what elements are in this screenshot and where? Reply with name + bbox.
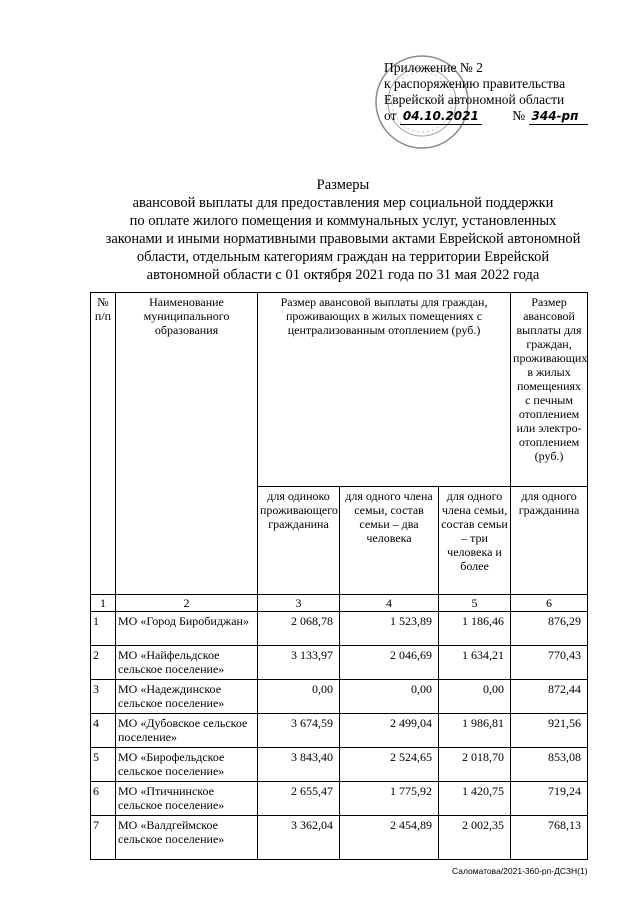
row-value-stove: 876,29 — [511, 612, 588, 646]
row-value-single: 2 655,47 — [258, 782, 340, 816]
title-line: области, отдельным категориям граждан на территории Еврейской — [136, 249, 550, 265]
row-value-single: 2 068,78 — [258, 612, 340, 646]
subheader-family-two: для одного члена семьи, состав семьи – два человека — [340, 487, 439, 595]
row-municipality: МО «Валдгеймское сельское поселение» — [116, 816, 258, 860]
column-number-cell: 3 — [258, 595, 340, 612]
row-value-single: 3 674,59 — [258, 714, 340, 748]
row-value-two: 2 454,89 — [340, 816, 439, 860]
row-municipality: МО «Птичнинское сельское поселение» — [116, 782, 258, 816]
row-municipality: МО «Дубовское сельское поселение» — [116, 714, 258, 748]
row-value-two: 2 046,69 — [340, 646, 439, 680]
row-value-two: 1 775,92 — [340, 782, 439, 816]
title-line: автономной области с 01 октября 2021 года по 31 мая 2022 года — [146, 267, 540, 283]
row-value-two: 1 523,89 — [340, 612, 439, 646]
payments-table — [90, 292, 588, 860]
appendix-line3: Еврейской автономной области — [384, 92, 565, 107]
appendix-line2: к распоряжению правительства — [384, 76, 566, 91]
row-value-stove: 853,08 — [511, 748, 588, 782]
from-label: от — [384, 108, 397, 123]
row-value-stove: 770,43 — [511, 646, 588, 680]
row-value-two: 0,00 — [340, 680, 439, 714]
row-value-three: 1 634,21 — [439, 646, 511, 680]
header-stove-heating: Размер авансовой выплаты для граждан, проживающих в жилых помещениях с печным отоплением или электро-отоплением (руб.) — [511, 293, 588, 487]
table-row — [91, 680, 588, 714]
row-value-single: 3 843,40 — [258, 748, 340, 782]
header-number: № п/п — [91, 293, 116, 595]
row-value-single: 3 133,97 — [258, 646, 340, 680]
row-value-three: 1 186,46 — [439, 612, 511, 646]
table-row — [91, 646, 588, 680]
document-footer: Саломатова/2021-360-рп-ДСЗН(1) — [452, 866, 588, 876]
row-value-stove: 921,56 — [511, 714, 588, 748]
row-value-single: 3 362,04 — [258, 816, 340, 860]
column-number-cell: 1 — [91, 595, 116, 612]
column-number-cell: 2 — [116, 595, 258, 612]
title-line: авансовой выплаты для предоставления мер социальной поддержки — [132, 195, 554, 211]
table-row — [91, 782, 588, 816]
row-value-three: 2 018,70 — [439, 748, 511, 782]
row-value-three: 0,00 — [439, 680, 511, 714]
title-line: по оплате жилого помещения и коммунальных услуг, установленных — [129, 213, 557, 229]
column-number-cell: 5 — [439, 595, 511, 612]
table-row — [91, 748, 588, 782]
title-line: законами и иными нормативными правовыми актами Еврейской автономной — [105, 231, 581, 247]
order-number: 344-рп — [529, 108, 588, 125]
row-number: 7 — [91, 816, 116, 860]
appendix-header — [384, 60, 624, 125]
table-row — [91, 714, 588, 748]
header-central-heating: Размер авансовой выплаты для граждан, проживающих в жилых помещениях с централизованным отоплением (руб.) — [258, 293, 511, 487]
row-value-three: 1 420,75 — [439, 782, 511, 816]
row-municipality: МО «Город Биробиджан» — [116, 612, 258, 646]
table-row — [91, 816, 588, 860]
subheader-family-three: для одного члена семьи, состав семьи – три человека и более — [439, 487, 511, 595]
document-title — [100, 176, 586, 284]
row-value-stove: 872,44 — [511, 680, 588, 714]
table-row — [91, 612, 588, 646]
row-value-stove: 719,24 — [511, 782, 588, 816]
row-value-stove: 768,13 — [511, 816, 588, 860]
row-number: 4 — [91, 714, 116, 748]
subheader-one-citizen: для одного гражданина — [511, 487, 588, 595]
row-number: 1 — [91, 612, 116, 646]
row-number: 3 — [91, 680, 116, 714]
column-number-cell: 4 — [340, 595, 439, 612]
number-label: № — [512, 108, 526, 123]
row-value-two: 2 499,04 — [340, 714, 439, 748]
column-number-cell: 6 — [511, 595, 588, 612]
row-value-three: 2 002,35 — [439, 816, 511, 860]
order-date: 04.10.2021 — [400, 108, 482, 125]
row-municipality: МО «Бирофельдское сельское поселение» — [116, 748, 258, 782]
header-name: Наименование муниципального образования — [116, 293, 258, 595]
subheader-single: для одиноко проживающего гражданина — [258, 487, 340, 595]
row-number: 6 — [91, 782, 116, 816]
row-municipality: МО «Найфельдское сельское поселение» — [116, 646, 258, 680]
appendix-date-line — [384, 108, 624, 125]
row-municipality: МО «Надеждинское сельское поселение» — [116, 680, 258, 714]
row-value-single: 0,00 — [258, 680, 340, 714]
appendix-number: Приложение № 2 — [384, 60, 483, 75]
row-number: 5 — [91, 748, 116, 782]
row-number: 2 — [91, 646, 116, 680]
row-value-two: 2 524,65 — [340, 748, 439, 782]
row-value-three: 1 986,81 — [439, 714, 511, 748]
title-line: Размеры — [316, 177, 370, 193]
